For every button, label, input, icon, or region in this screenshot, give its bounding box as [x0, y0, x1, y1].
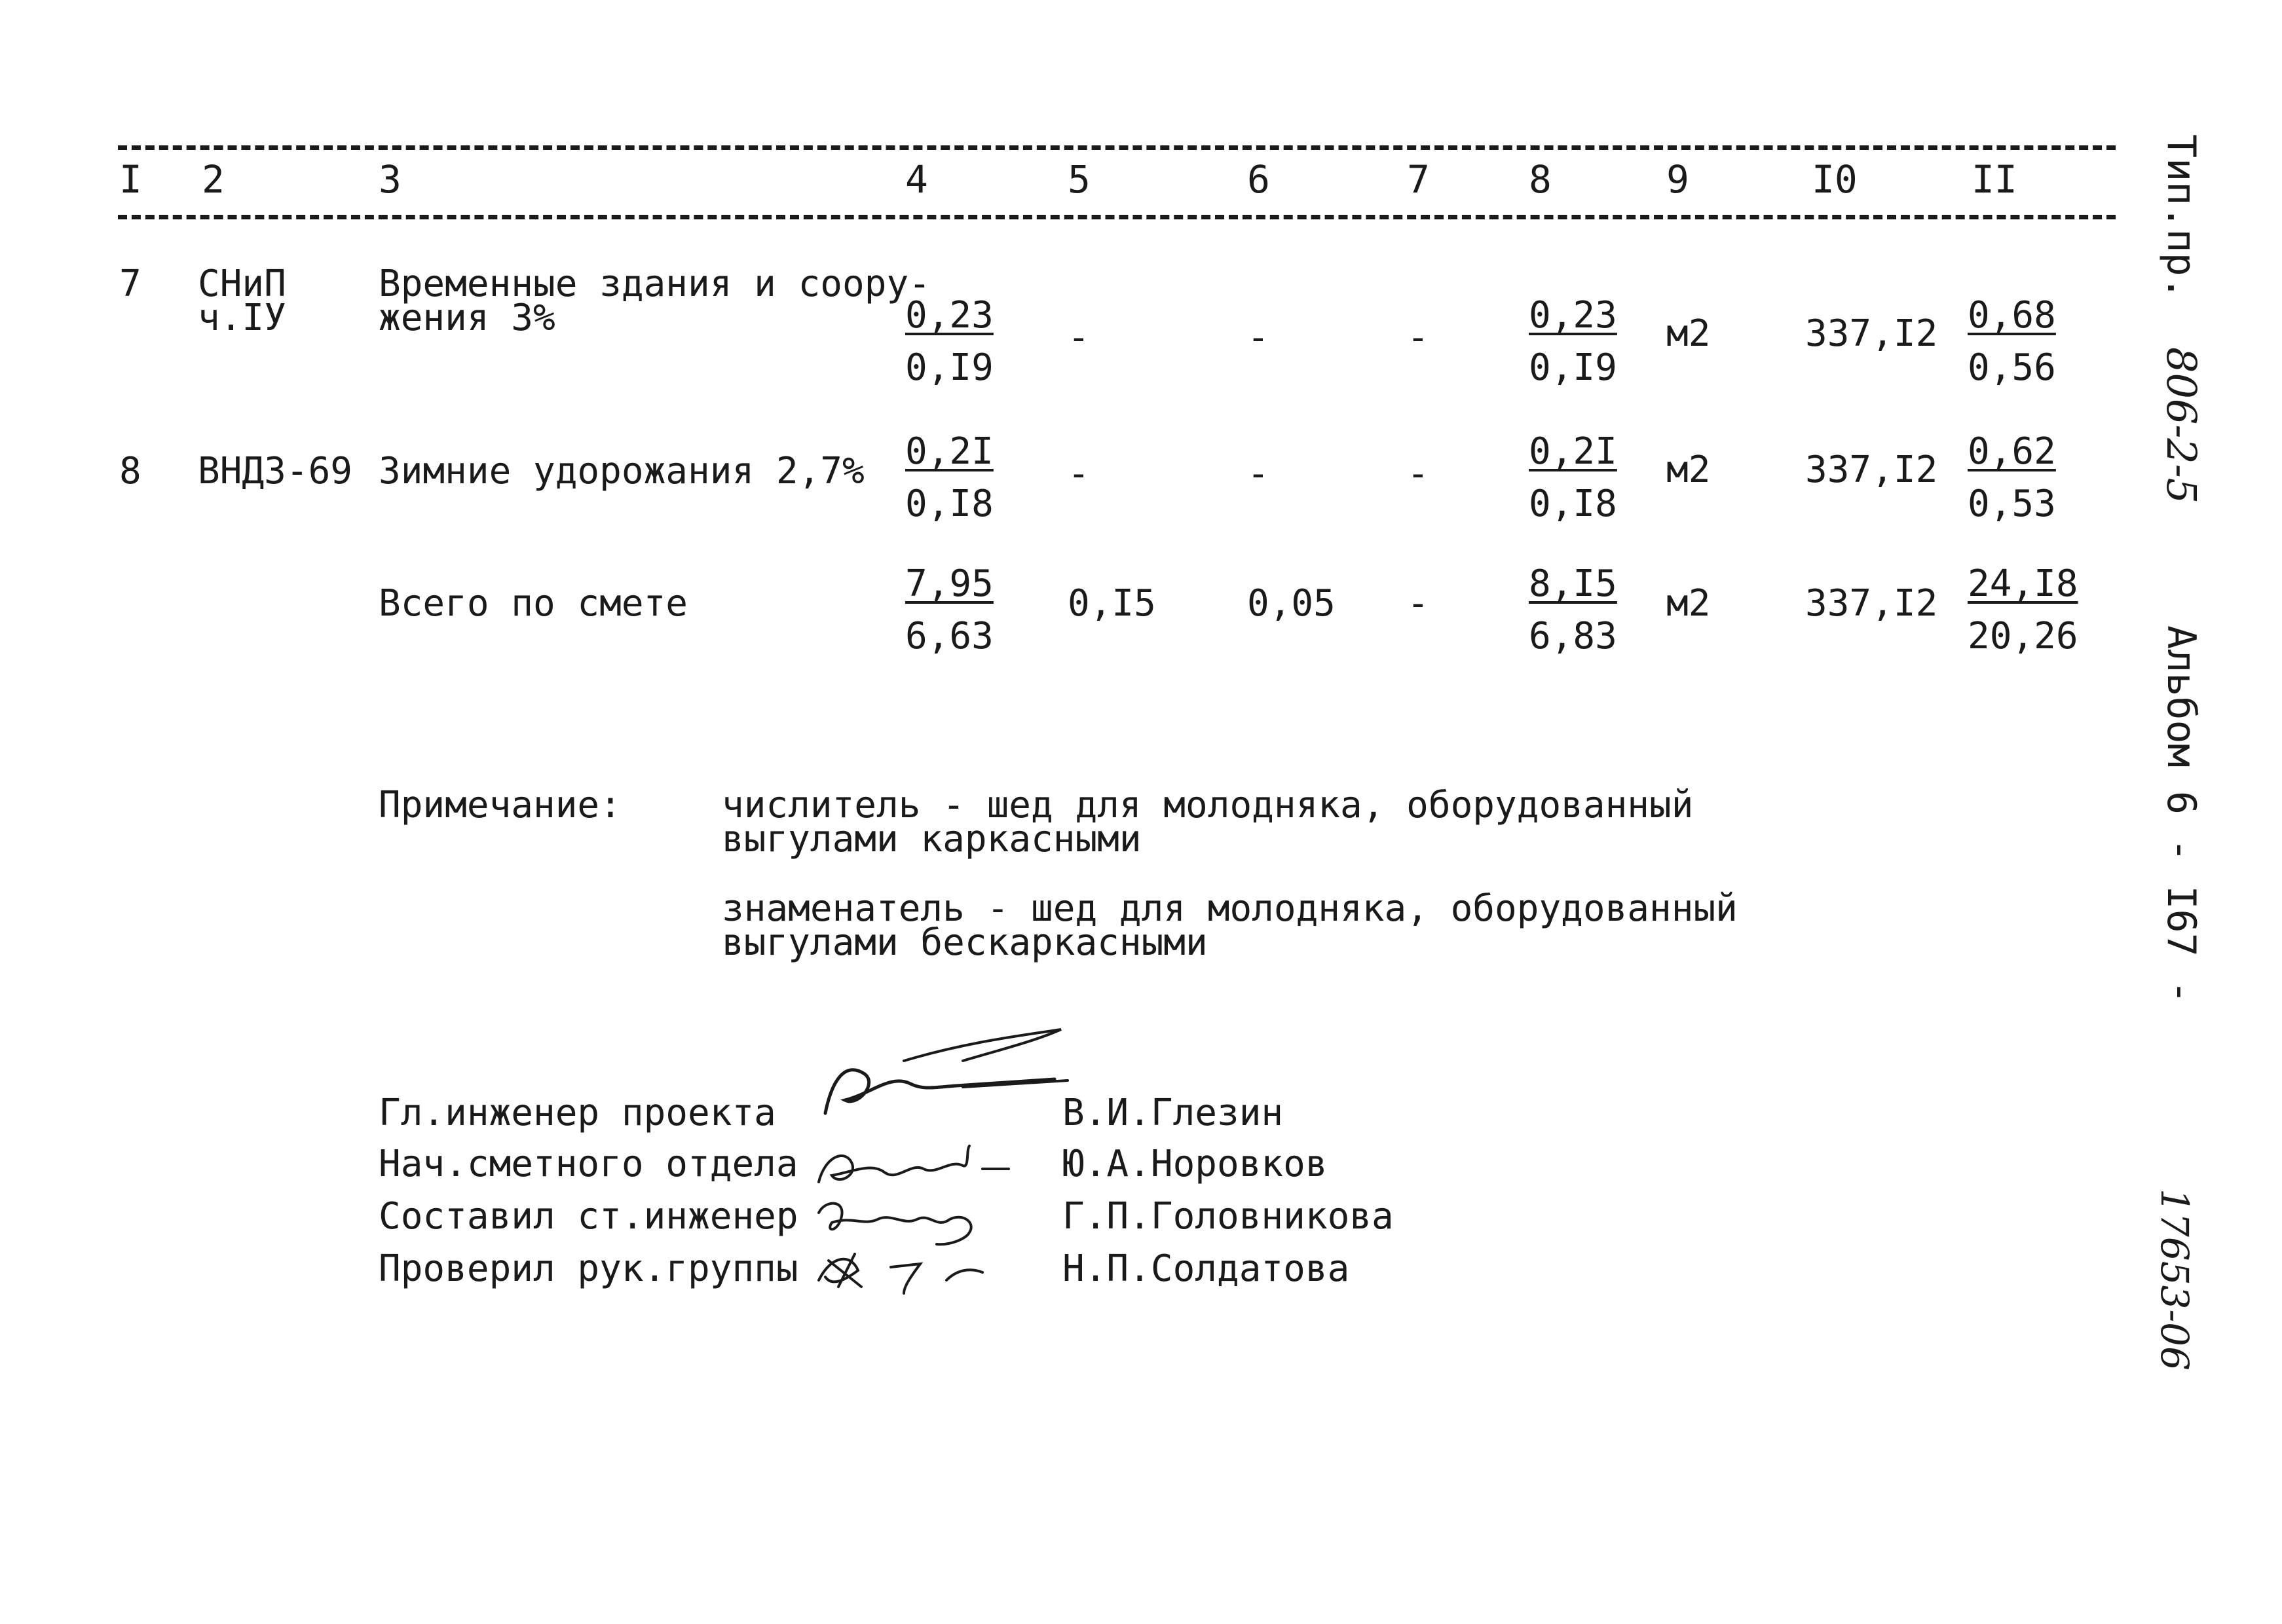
handwritten-signature-1 [806, 1022, 1081, 1126]
col-header-6: 6 [1247, 157, 1270, 202]
cell-col11 [1968, 432, 2056, 524]
cell-col11-denominator: 20,26 [1968, 615, 2078, 657]
cell-col5: 0,I5 [1068, 582, 1156, 625]
col-header-3: 3 [379, 157, 402, 202]
signature-role: Гл.инженер проекта [379, 1092, 776, 1134]
cell-col8-denominator: 0,I9 [1529, 346, 1617, 389]
row-name-line2: жения 3% [379, 297, 555, 339]
cell-col5: - [1068, 316, 1090, 359]
signature-role: Нач.сметного отдела [379, 1143, 798, 1185]
cell-col11-numerator: 0,68 [1968, 294, 2056, 337]
note-denominator-line2: выгулами бескаркасными [722, 921, 1208, 964]
signature-name: Г.П.Головникова [1062, 1195, 1394, 1238]
cell-col4-numerator: 0,2I [905, 430, 994, 473]
cell-col6: - [1247, 452, 1269, 495]
col-header-7: 7 [1407, 157, 1430, 202]
signature-name: Ю.А.Норовков [1062, 1143, 1328, 1185]
note-label: Примечание: [379, 784, 622, 826]
row-basis-line2: ч.IУ [198, 297, 286, 339]
cell-col4-denominator: 6,63 [905, 615, 994, 657]
cell-col8 [1529, 564, 1617, 656]
cell-col4-denominator: 0,I9 [905, 346, 994, 389]
cell-col8 [1529, 432, 1617, 524]
cell-col11 [1968, 296, 2056, 388]
col-header-10: I0 [1812, 157, 1858, 202]
col-header-1: I [119, 157, 142, 202]
col-header-9: 9 [1666, 157, 1689, 202]
cell-col10: 337,I2 [1805, 582, 1938, 625]
cell-unit: м2 [1666, 582, 1711, 625]
cell-col8-denominator: 0,I8 [1529, 483, 1617, 525]
signature-name: В.И.Глезин [1062, 1092, 1284, 1134]
cell-col8-numerator: 8,I5 [1529, 563, 1617, 605]
cell-col11 [1968, 564, 2078, 656]
cell-col8-numerator: 0,23 [1529, 294, 1617, 337]
cell-col4-denominator: 0,I8 [905, 483, 994, 525]
side-stamp-type: Тип.пр. [2158, 134, 2204, 300]
row-name-line1: Временные здания и соору- [379, 263, 931, 305]
cell-unit: м2 [1666, 312, 1711, 355]
cell-col6: 0,05 [1247, 582, 1336, 625]
side-stamp-project: 806-2-5 [2158, 347, 2205, 504]
cell-col4-numerator: 0,23 [905, 294, 994, 337]
signature-role: Составил ст.инженер [379, 1195, 798, 1238]
col-header-2: 2 [202, 157, 225, 202]
cell-col7: - [1407, 582, 1429, 625]
cell-col10: 337,I2 [1805, 449, 1938, 491]
cell-col11-denominator: 0,53 [1968, 483, 2056, 525]
row-name-line1: Всего по смете [379, 582, 688, 625]
cell-col4 [905, 432, 994, 524]
cell-unit: м2 [1666, 449, 1711, 491]
cell-col11-numerator: 0,62 [1968, 430, 2056, 473]
cell-col5: - [1068, 452, 1090, 495]
col-header-5: 5 [1068, 157, 1091, 202]
cell-col7: - [1407, 452, 1429, 495]
side-stamp-inventory: 17653-06 [2152, 1189, 2197, 1371]
row-number: 8 [119, 450, 141, 492]
cell-col8-denominator: 6,83 [1529, 615, 1617, 657]
row-number: 7 [119, 263, 141, 305]
cell-col4 [905, 564, 994, 656]
row-basis-line1: ВНДЗ-69 [198, 450, 353, 492]
signature-name: Н.П.Солдатова [1062, 1247, 1350, 1290]
row-name-line1: Зимние удорожания 2,7% [379, 450, 865, 492]
cell-col6: - [1247, 316, 1269, 359]
col-header-4: 4 [905, 157, 928, 202]
row-basis-line1: СНиП [198, 263, 286, 305]
handwritten-signature-4 [806, 1241, 1002, 1300]
cell-col8-numerator: 0,2I [1529, 430, 1617, 473]
cell-col10: 337,I2 [1805, 312, 1938, 355]
col-header-11: II [1972, 157, 2017, 202]
note-denominator-line1: знаменатель - шед для молодняка, оборудованный [722, 887, 1738, 930]
header-top-rule [118, 145, 2116, 150]
cell-col4 [905, 296, 994, 388]
cell-col11-denominator: 0,56 [1968, 346, 2056, 389]
col-header-8: 8 [1529, 157, 1552, 202]
cell-col7: - [1407, 316, 1429, 359]
cell-col4-numerator: 7,95 [905, 563, 994, 605]
note-numerator-line2: выгулами каркасными [722, 818, 1142, 860]
cell-col11-numerator: 24,I8 [1968, 563, 2078, 605]
signature-role: Проверил рук.группы [379, 1247, 798, 1290]
header-bottom-rule [118, 215, 2116, 219]
cell-col8 [1529, 296, 1617, 388]
note-numerator-line1: числитель - шед для молодняка, оборудованный [722, 784, 1694, 826]
side-stamp-album: Альбом 6 - I67 - [2158, 625, 2204, 1004]
